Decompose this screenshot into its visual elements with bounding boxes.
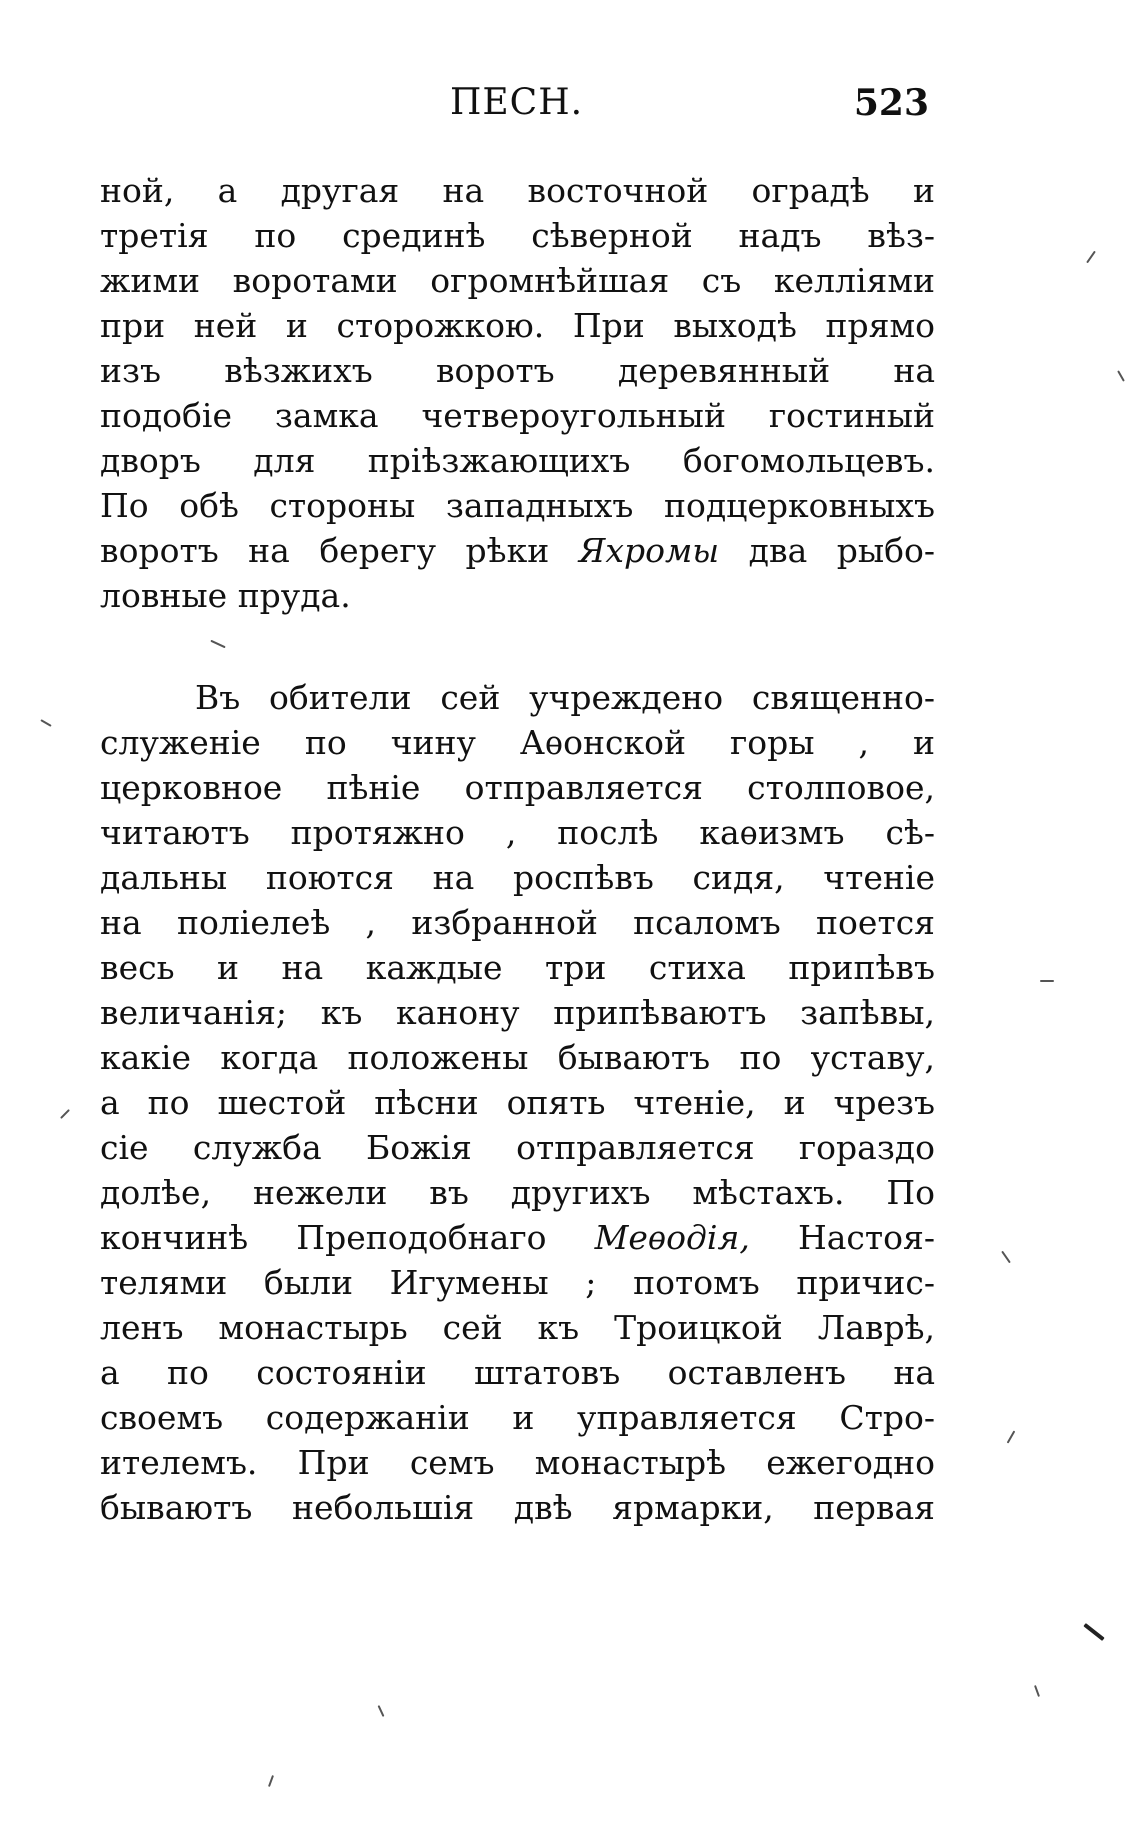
text-line: церковное пѣніе отправляется столповое,	[100, 768, 935, 807]
italic-personal-name: Меѳодія,	[594, 1218, 750, 1257]
text-line: своемъ содержаніи и управляется Стро-	[100, 1398, 935, 1437]
running-title: ПЕСН.	[450, 82, 584, 123]
body-text	[100, 168, 935, 1530]
text-line: дальны поются на роспѣвъ сидя, чтеніе	[100, 858, 935, 897]
text-run: воротъ на берегу рѣки	[100, 531, 550, 570]
text-line: ловные пруда.	[100, 576, 351, 615]
text-line: долѣе, нежели въ другихъ мѣстахъ. По	[100, 1173, 935, 1212]
text-line: ной, а другая на восточной оградѣ и	[100, 171, 935, 210]
text-line: бываютъ небольшія двѣ ярмарки, первая	[100, 1488, 935, 1527]
text-line: жими воротами огромнѣйшая съ келліями	[100, 261, 935, 300]
text-line: читаютъ протяжно , послѣ каѳизмъ сѣ-	[100, 813, 935, 852]
text-line	[100, 528, 935, 573]
paragraph-2	[100, 675, 935, 1530]
text-line: а по шестой пѣсни опять чтеніе, и чрезъ	[100, 1083, 935, 1122]
text-line: телями были Игумены ; потомъ причис-	[100, 1263, 935, 1302]
text-line: величанія; къ канону припѣваютъ запѣвы,	[100, 993, 935, 1032]
text-run: кончинѣ Преподобнаго	[100, 1218, 547, 1257]
text-line: служеніе по чину Аѳонской горы , и	[100, 723, 935, 762]
text-run: два рыбо-	[748, 531, 935, 570]
page-number: 523	[853, 82, 929, 124]
italic-river-name: Яхромы	[578, 531, 720, 570]
text-line: сіе служба Божія отправляется гораздо	[100, 1128, 935, 1167]
paragraph-1	[100, 168, 935, 618]
text-line	[100, 1215, 935, 1260]
running-head	[100, 82, 935, 132]
text-line: ителемъ. При семъ монастырѣ ежегодно	[100, 1443, 935, 1482]
text-line: на поліелеѣ , избранной псаломъ поется	[100, 903, 935, 942]
text-line: подобіе замка четвероугольный гостиный	[100, 396, 935, 435]
text-line: какіе когда положены бываютъ по уставу,	[100, 1038, 935, 1077]
text-line: дворъ для пріѣзжающихъ богомольцевъ.	[100, 441, 935, 480]
text-line: Въ обители сей учреждено священно-	[195, 678, 935, 717]
text-line: третія по срединѣ сѣверной надъ вѣз-	[100, 216, 935, 255]
text-run: Настоя-	[797, 1218, 935, 1257]
text-line: ленъ монастырь сей къ Троицкой Лаврѣ,	[100, 1308, 935, 1347]
text-line: изъ вѣзжихъ воротъ деревянный на	[100, 351, 935, 390]
text-line: при ней и сторожкою. При выходѣ прямо	[100, 306, 935, 345]
text-line: а по состояніи штатовъ оставленъ на	[100, 1353, 935, 1392]
text-line: весь и на каждые три стиха припѣвъ	[100, 948, 935, 987]
text-line: По обѣ стороны западныхъ подцерковныхъ	[100, 486, 935, 525]
